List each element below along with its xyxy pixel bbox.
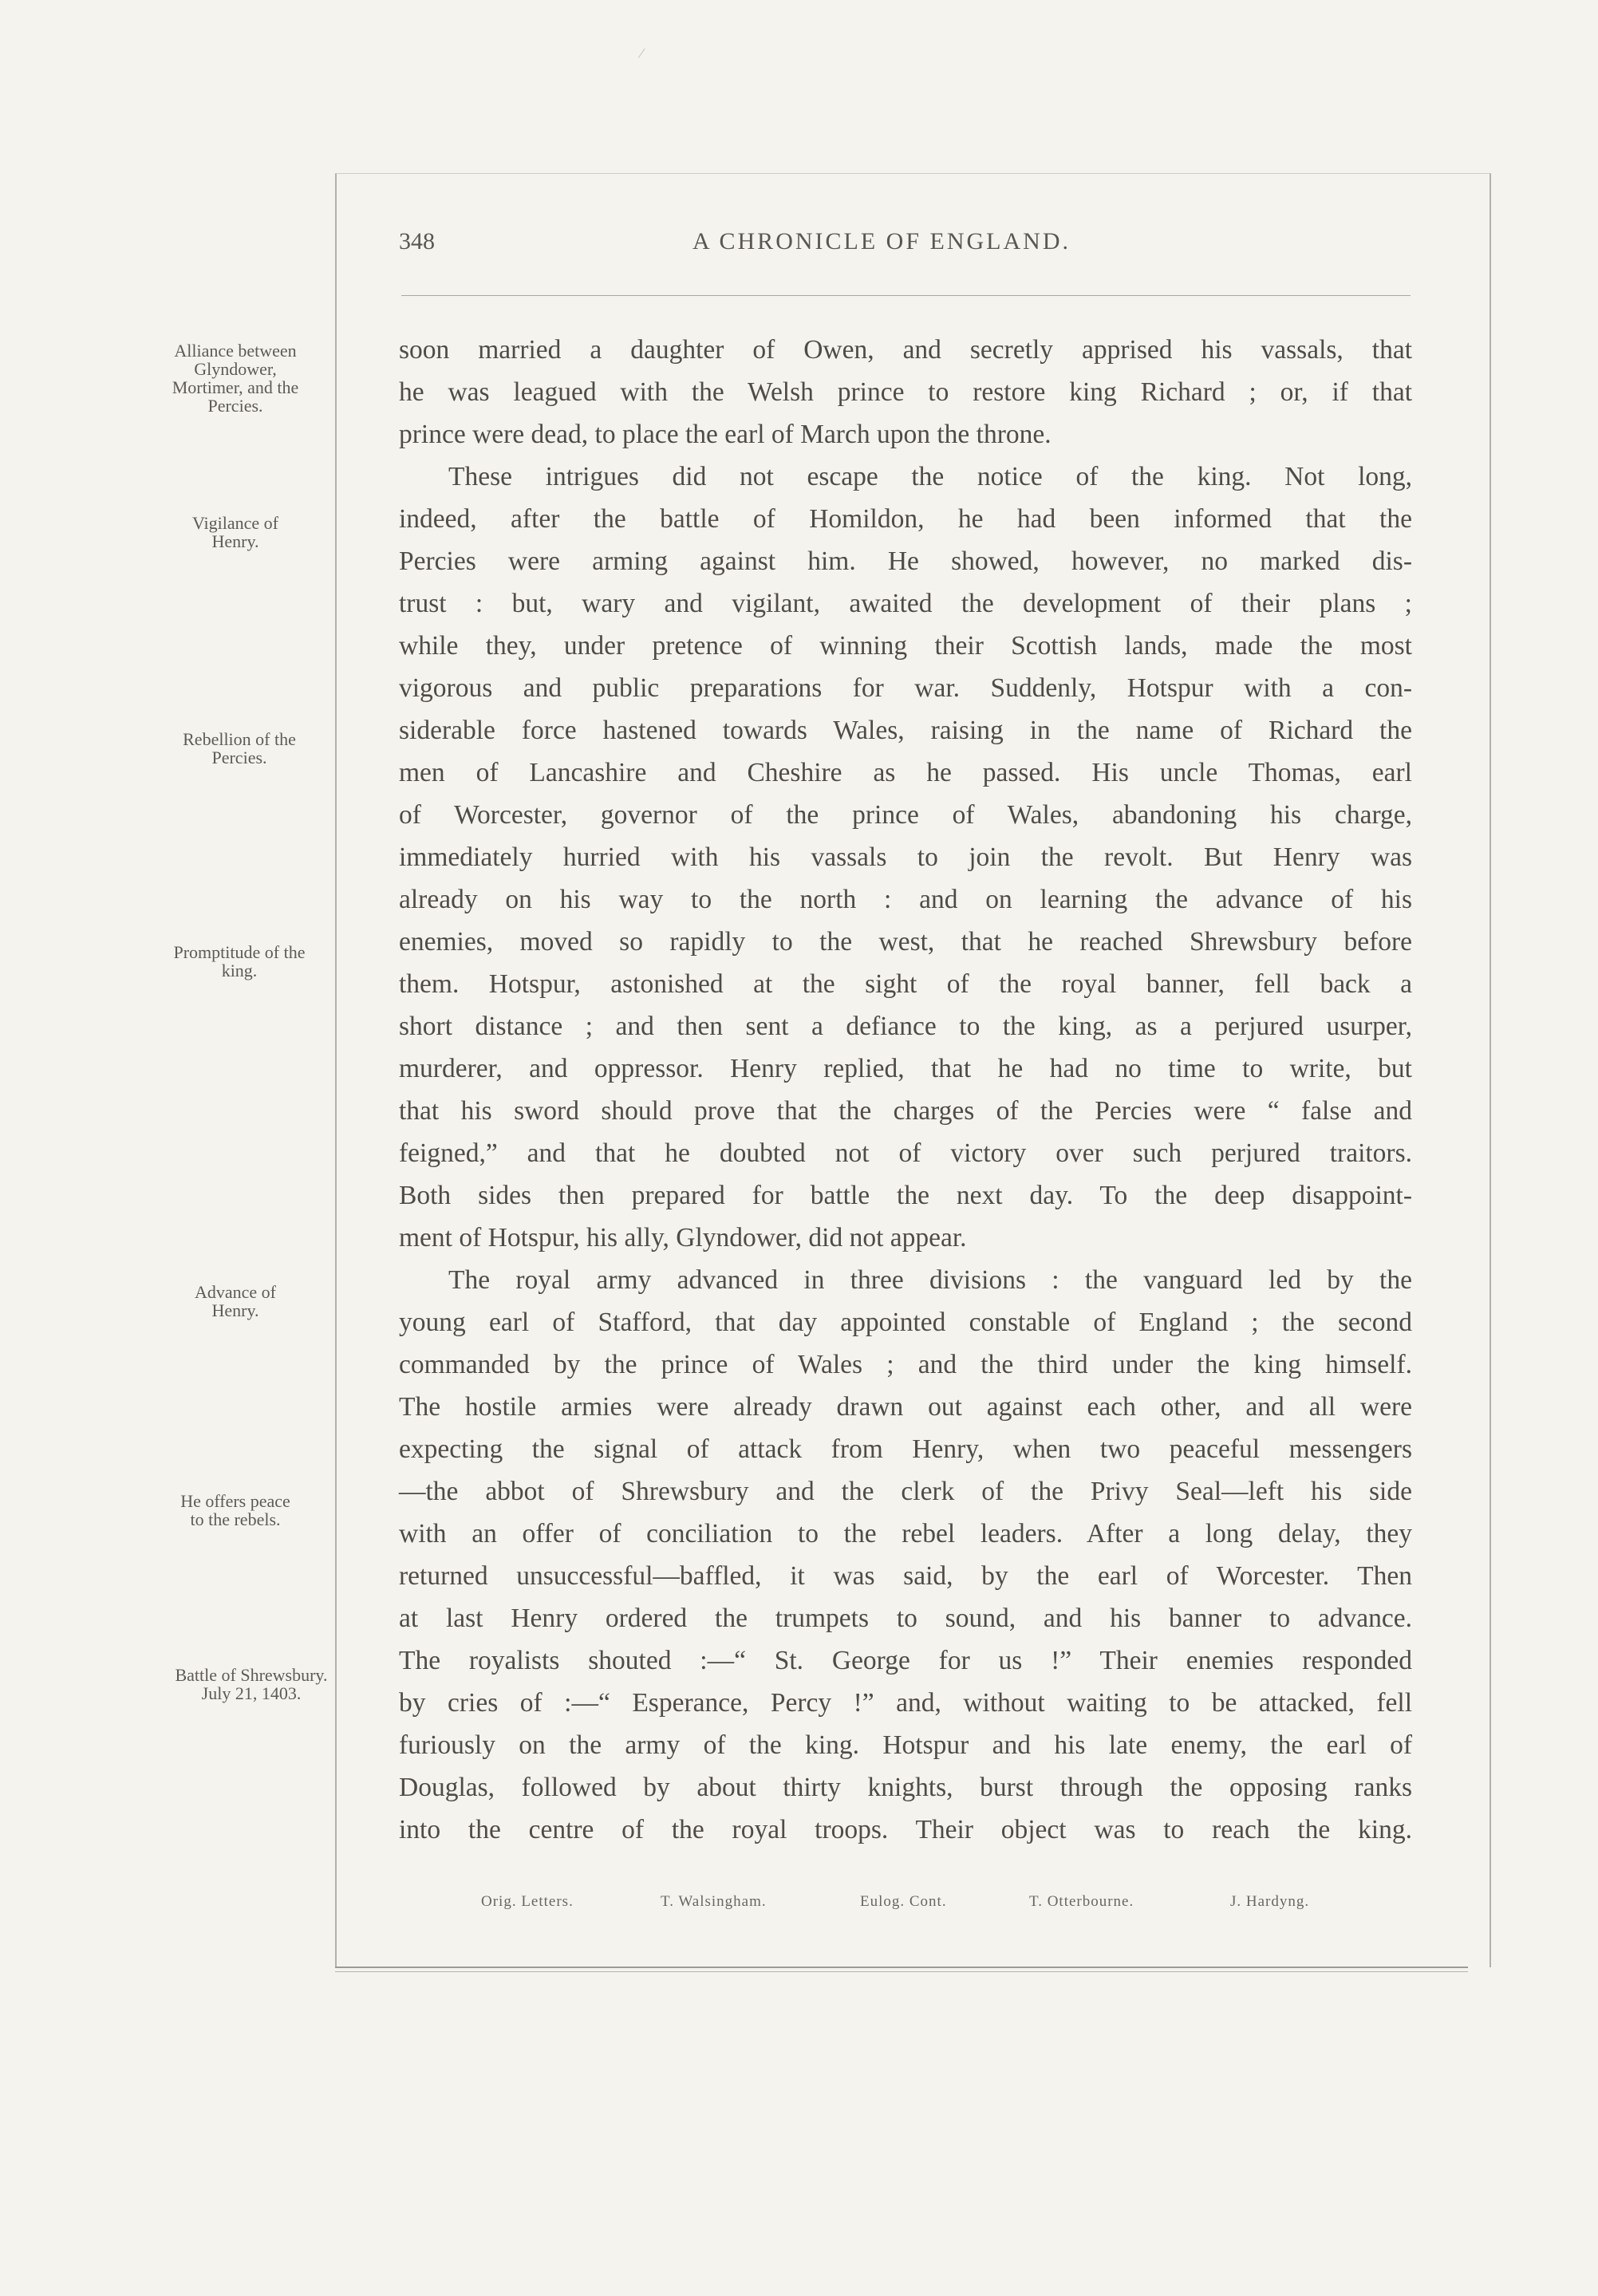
text-line: at last Henry ordered the trumpets to sound, and his banner to advance.	[399, 1604, 1412, 1633]
footnote-orig-letters: Orig. Letters.	[481, 1893, 574, 1910]
text-line: immediately hurried with his vassals to join the revolt. But Henry was	[399, 842, 1412, 872]
text-line: expecting the signal of attack from Henry, when two peaceful messengers	[399, 1434, 1412, 1464]
text-line: The hostile armies were already drawn out against each other, and all were	[399, 1392, 1412, 1422]
footnote-eulog: Eulog. Cont.	[860, 1893, 947, 1910]
sidenote-advance: Advance of Henry.	[194, 1282, 276, 1320]
sidenote-battle: Battle of Shrewsbury. July 21, 1403.	[175, 1665, 328, 1703]
text-line: These intrigues did not escape the notice of the king. Not long,	[448, 462, 1412, 491]
sidenote-vigilance: Vigilance of Henry.	[191, 513, 279, 551]
text-line: soon married a daughter of Owen, and secretly apprised his vassals, that	[399, 335, 1412, 365]
text-line: of Worcester, governor of the prince of Wales, abandoning his charge,	[399, 800, 1412, 830]
text-line: murderer, and oppressor. Henry replied, that he had no time to write, but	[399, 1054, 1412, 1083]
text-line: that his sword should prove that the charges of the Percies were “ false and	[399, 1096, 1412, 1126]
footnote-otterbourne: T. Otterbourne.	[1029, 1893, 1134, 1910]
text-line: he was leagued with the Welsh prince to restore king Richard ; or, if that	[399, 377, 1412, 407]
text-line: siderable force hastened towards Wales, raising in the name of Richard the	[399, 716, 1412, 745]
text-line: while they, under pretence of winning their Scottish lands, made the most	[399, 631, 1412, 661]
header-rule	[401, 295, 1411, 296]
frame-bottom-rule-secondary	[335, 1971, 1468, 1972]
sidenote-offers-peace: He offers peace to the rebels.	[180, 1491, 290, 1529]
text-line: by cries of :—“ Esperance, Percy !” and, without waiting to be attacked, fell	[399, 1688, 1412, 1718]
running-head	[375, 228, 1388, 260]
text-line: The royal army advanced in three divisions : the vanguard led by the	[448, 1265, 1412, 1295]
text-line: prince were dead, to place the earl of March upon the throne.	[399, 420, 1052, 449]
text-line: short distance ; and then sent a defiance to the king, as a perjured usurper,	[399, 1012, 1412, 1041]
text-line: into the centre of the royal troops. Their object was to reach the king.	[399, 1815, 1412, 1844]
text-line: already on his way to the north : and on learning the advance of his	[399, 885, 1412, 914]
sidenote-alliance: Alliance between Glyndower, Mortimer, and the Percies.	[172, 341, 299, 416]
text-line: Both sides then prepared for battle the next day. To the deep disappoint-	[399, 1181, 1412, 1210]
text-line: commanded by the prince of Wales ; and the third under the king himself.	[399, 1350, 1412, 1379]
footnote-sources	[447, 1893, 1380, 1917]
text-line: men of Lancashire and Cheshire as he passed. His uncle Thomas, earl	[399, 758, 1412, 787]
sidenote-promptitude: Promptitude of the king.	[173, 942, 306, 980]
text-line: Douglas, followed by about thirty knights, burst through the opposing ranks	[399, 1773, 1412, 1802]
sidenote-rebellion: Rebellion of the Percies.	[183, 729, 296, 767]
text-line: vigorous and public preparations for war. Suddenly, Hotspur with a con-	[399, 673, 1412, 703]
text-line: with an offer of conciliation to the rebel leaders. After a long delay, they	[399, 1519, 1412, 1548]
frame-bottom-rule	[335, 1967, 1468, 1968]
page-title: A CHRONICLE OF ENGLAND.	[692, 228, 1071, 254]
text-line: indeed, after the battle of Homildon, he had been informed that the	[399, 504, 1412, 534]
text-line: young earl of Stafford, that day appointed constable of England ; the second	[399, 1308, 1412, 1337]
text-line: furiously on the army of the king. Hotspur and his late enemy, the earl of	[399, 1730, 1412, 1760]
footnote-walsingham: T. Walsingham.	[661, 1893, 767, 1910]
body-text	[399, 329, 1412, 1851]
pencil-mark	[638, 49, 650, 62]
text-line: —the abbot of Shrewsbury and the clerk of the Privy Seal—left his side	[399, 1477, 1412, 1506]
text-line: trust : but, wary and vigilant, awaited the development of their plans ;	[399, 589, 1412, 618]
text-line: returned unsuccessful—baffled, it was said, by the earl of Worcester. Then	[399, 1561, 1412, 1591]
text-line: The royalists shouted :—“ St. George for us !” Their enemies responded	[399, 1646, 1412, 1675]
text-line: ment of Hotspur, his ally, Glyndower, did not appear.	[399, 1223, 967, 1253]
text-line: them. Hotspur, astonished at the sight of the royal banner, fell back a	[399, 969, 1412, 999]
text-line: enemies, moved so rapidly to the west, that he reached Shrewsbury before	[399, 927, 1412, 957]
text-line: Percies were arming against him. He showed, however, no marked dis-	[399, 546, 1412, 576]
text-line: feigned,” and that he doubted not of victory over such perjured traitors.	[399, 1138, 1412, 1168]
page-number: 348	[399, 228, 435, 254]
footnote-hardyng: J. Hardyng.	[1230, 1893, 1310, 1910]
